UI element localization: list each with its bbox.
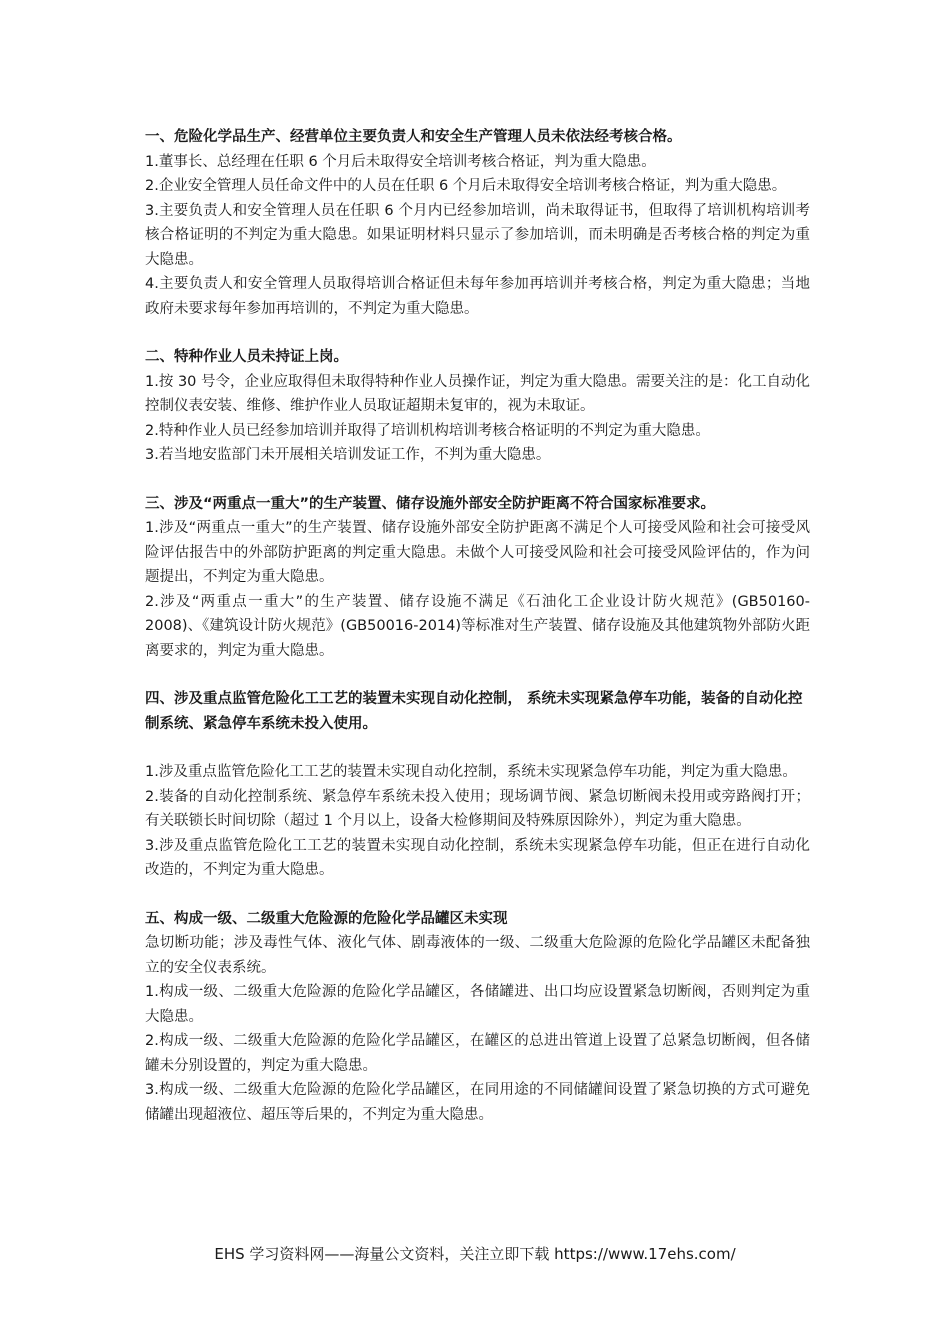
paragraph: 3.主要负责人和安全管理人员在任职 6 个月内已经参加培训，尚未取得证书，但取得了培训机构培训考核合格证明的不判定为重大隐患。如果证明材料只显示了参加培训，而未明确是否考核合格的判定为重大隐患。 xyxy=(145,202,810,268)
paragraph: 1.董事长、总经理在任职 6 个月后未取得安全培训考核合格证，判为重大隐患。 xyxy=(145,153,656,170)
paragraph: 4.主要负责人和安全管理人员取得培训合格证但未每年参加再培训并考核合格，判定为重大隐患；当地政府未要求每年参加再培训的，不判定为重大隐患。 xyxy=(145,276,810,317)
section-heading: 二、特种作业人员未持证上岗。 xyxy=(145,349,348,365)
section-5 xyxy=(145,907,810,1128)
paragraph: 2.装备的自动化控制系统、紧急停车系统未投入使用；现场调节阀、紧急切断阀未投用或旁路阀打开；有关联锁长时间切除（超过 1 个月以上，设备大检修期间及特殊原因除外），判定为重大隐患。 xyxy=(145,788,810,829)
paragraph: 2.涉及“两重点一重大”的生产装置、储存设施不满足《石油化工企业设计防火规范》(GB50160-2008)、《建筑设计防火规范》(GB50016-2014)等标准对生产装置、储存设施及其他建筑物外部防火距离要求的，判定为重大隐患。 xyxy=(145,593,810,659)
paragraph: 3.若当地安监部门未开展相关培训发证工作，不判为重大隐患。 xyxy=(145,447,551,463)
paragraph: 急切断功能；涉及毒性气体、液化气体、剧毒液体的一级、二级重大危险源的危险化学品罐区未配备独立的安全仪表系统。 xyxy=(145,935,810,976)
paragraph: 3.构成一级、二级重大危险源的危险化学品罐区，在同用途的不同储罐间设置了紧急切换的方式可避免储罐出现超液位、超压等后果的，不判定为重大隐患。 xyxy=(145,1082,810,1123)
paragraph: 3.涉及重点监管危险化工工艺的装置未实现自动化控制，系统未实现紧急停车功能，但正在进行自动化改造的，不判定为重大隐患。 xyxy=(145,837,810,878)
document-body xyxy=(145,125,810,1151)
page-footer: EHS 学习资料网——海量公文资料，关注立即下载 https://www.17ehs.com/ xyxy=(214,1245,736,1263)
spacer xyxy=(145,736,810,760)
section-3 xyxy=(145,492,810,664)
paragraph: 1.涉及“两重点一重大”的生产装置、储存设施外部安全防护距离不满足个人可接受风险和社会可接受风险评估报告中的外部防护距离的判定重大隐患。未做个人可接受风险和社会可接受风险评估的，作为问题提出，不判定为重大隐患。 xyxy=(145,520,810,585)
paragraph: 2.构成一级、二级重大危险源的危险化学品罐区，在罐区的总进出管道上设置了总紧急切断阀，但各储罐未分别设置的，判定为重大隐患。 xyxy=(145,1033,810,1074)
section-heading: 四、涉及重点监管危险化工工艺的装置未实现自动化控制， 系统未实现紧急停车功能，装备的自动化控制系统、紧急停车系统未投入使用。 xyxy=(145,691,803,732)
section-2 xyxy=(145,345,810,468)
section-heading: 三、涉及“两重点一重大”的生产装置、储存设施外部安全防护距离不符合国家标准要求。 xyxy=(145,495,716,512)
section-heading: 五、构成一级、二级重大危险源的危险化学品罐区未实现 xyxy=(145,910,508,927)
paragraph: 1.涉及重点监管危险化工工艺的装置未实现自动化控制，系统未实现紧急停车功能，判定为重大隐患。 xyxy=(145,764,797,780)
section-1 xyxy=(145,125,810,321)
paragraph: 2.企业安全管理人员任命文件中的人员在任职 6 个月后未取得安全培训考核合格证，判为重大隐患。 xyxy=(145,178,787,194)
paragraph: 1.构成一级、二级重大危险源的危险化学品罐区，各储罐进、出口均应设置紧急切断阀，否则判定为重大隐患。 xyxy=(145,984,810,1025)
paragraph: 1.按 30 号令，企业应取得但未取得特种作业人员操作证，判定为重大隐患。需要关注的是：化工自动化控制仪表安装、维修、维护作业人员取证超期未复审的，视为未取证。 xyxy=(145,373,810,414)
paragraph: 2.特种作业人员已经参加培训并取得了培训机构培训考核合格证明的不判定为重大隐患。 xyxy=(145,422,710,439)
section-4 xyxy=(145,687,810,883)
section-heading: 一、危险化学品生产、经营单位主要负责人和安全生产管理人员未依法经考核合格。 xyxy=(145,129,682,145)
